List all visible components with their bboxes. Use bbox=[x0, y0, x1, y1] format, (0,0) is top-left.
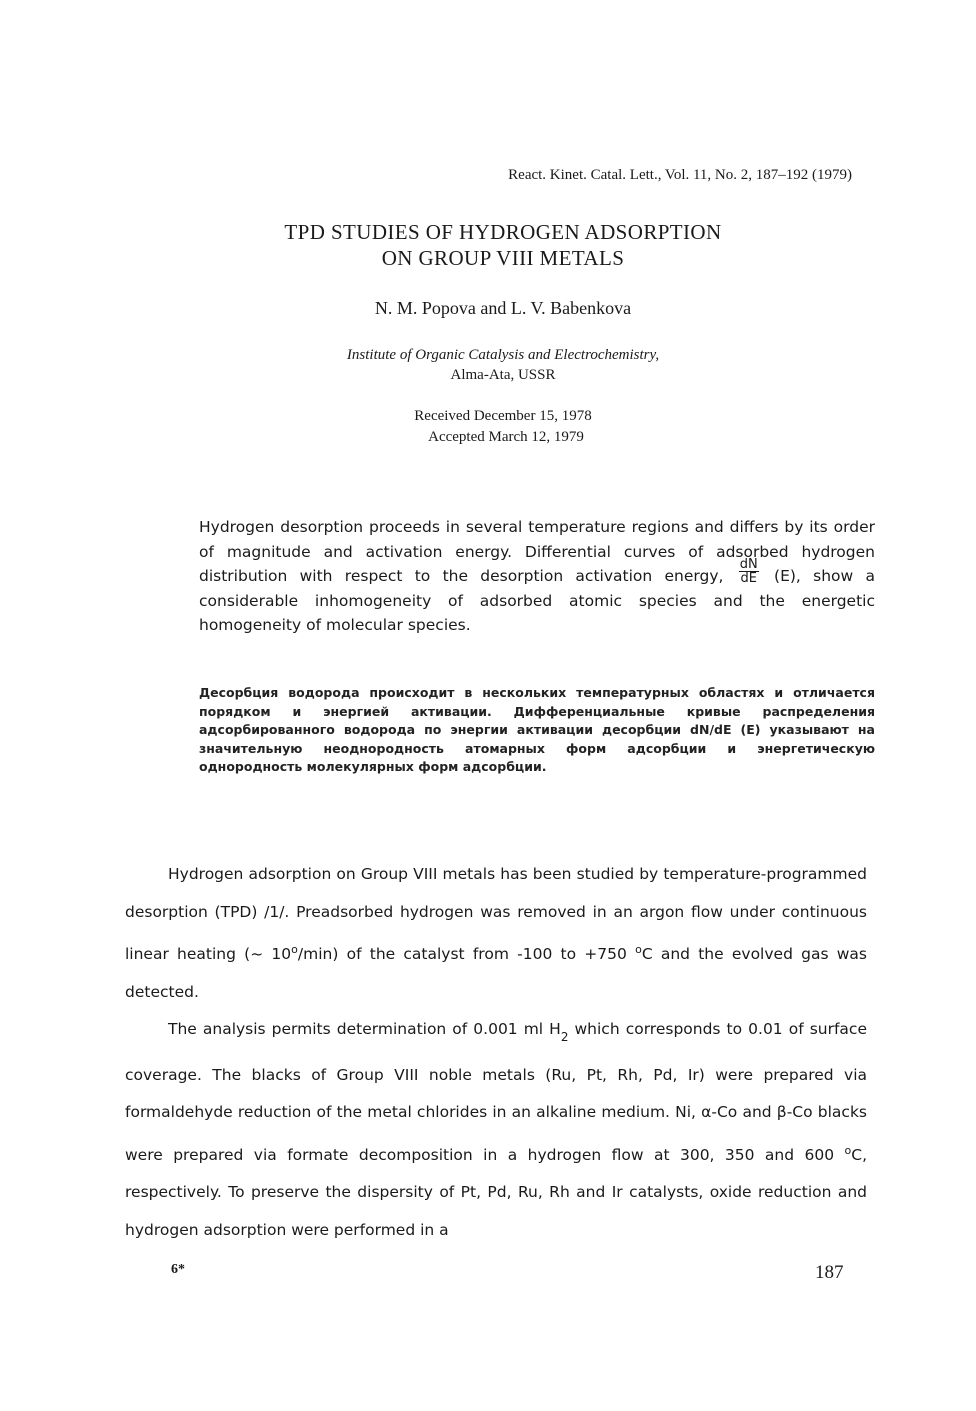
affiliation bbox=[0, 345, 976, 385]
p2-text-b: which corresponds to 0.01 of surface coverage. The blacks of Group VIII noble metals (Ru, Pt, Rh, Pd, Ir) were prepared via formaldehyde reduction of the metal chlorides in an alkaline medium. Ni, α-Co and β-Co blacks were prepared via formate decomposition in a hydrogen flow at 300, 350 and 600 bbox=[125, 1020, 867, 1164]
fraction-numerator: dN bbox=[739, 557, 758, 572]
affiliation-institute: Institute of Organic Catalysis and Electrochemistry, bbox=[346, 347, 660, 363]
body-paragraph-2 bbox=[125, 1011, 867, 1249]
dn-de-fraction bbox=[739, 558, 759, 585]
journal-reference: React. Kinet. Catal. Lett., Vol. 11, No. 2, 187–192 (1979) bbox=[508, 167, 852, 183]
p2-text-c: C, respectively. To preserve the dispersity of Pt, Pd, Ru, Rh and Ir catalysts, oxide reduction and hydrogen adsorption were performed in a bbox=[125, 1145, 867, 1239]
footer-signature-mark: 6* bbox=[171, 1262, 185, 1277]
received-date: Received December 15, 1978 bbox=[414, 408, 592, 424]
page-number: 187 bbox=[815, 1262, 844, 1283]
abstract-english bbox=[199, 515, 875, 638]
paper-title bbox=[0, 219, 976, 271]
fraction-denominator: dE bbox=[740, 571, 757, 586]
degree-superscript: o bbox=[635, 943, 642, 956]
abstract-en-part-1: Hydrogen desorption proceeds in several temperature regions and differs by its order of magnitude and activation energy. Differential curves of adsorbed hydrogen distribution with respect to the desorption activation energy, bbox=[199, 518, 875, 585]
p1-text-b: /min) of the catalyst from -100 to +750 bbox=[297, 945, 636, 963]
body-paragraph-1 bbox=[125, 856, 867, 1011]
p2-text-a: The analysis permits determination of 0.001 ml H bbox=[168, 1020, 561, 1038]
degree-superscript: o bbox=[291, 943, 298, 956]
h2-subscript: 2 bbox=[560, 1030, 569, 1044]
abstract-en-part-2: (E), show a considerable inhomogeneity of adsorbed atomic species and the energetic homogeneity of molecular species. bbox=[199, 567, 875, 634]
title-line-2: ON GROUP VIII METALS bbox=[381, 246, 625, 270]
authors: N. M. Popova and L. V. Babenkova bbox=[374, 298, 632, 318]
p1-text-c: C and the evolved gas was detected. bbox=[125, 945, 868, 1001]
body-text bbox=[125, 856, 867, 1249]
degree-superscript: o bbox=[844, 1143, 852, 1157]
title-line-1: TPD STUDIES OF HYDROGEN ADSORPTION bbox=[284, 220, 722, 244]
accepted-date: Accepted March 12, 1979 bbox=[428, 429, 584, 445]
affiliation-location: Alma-Ata, USSR bbox=[450, 367, 556, 383]
p1-text-a: Hydrogen adsorption on Group VIII metals has been studied by temperature-programmed desorption (TPD) /1/. Preadsorbed hydrogen was removed in an argon flow under continuous linear heating (~ 10 bbox=[125, 865, 867, 963]
submission-dates bbox=[0, 406, 976, 448]
abstract-russian: Десорбция водорода происходит в нескольких температурных областях и отличается порядком и энергией активации. Дифференциальные кривые распределения адсорбированного водорода по энергии активации десорбции dN/dE (E) указывают на значительную неоднородность атомарных форм адсорбции и энергетическую однородность молекулярных форм адсорбции. bbox=[199, 685, 875, 774]
